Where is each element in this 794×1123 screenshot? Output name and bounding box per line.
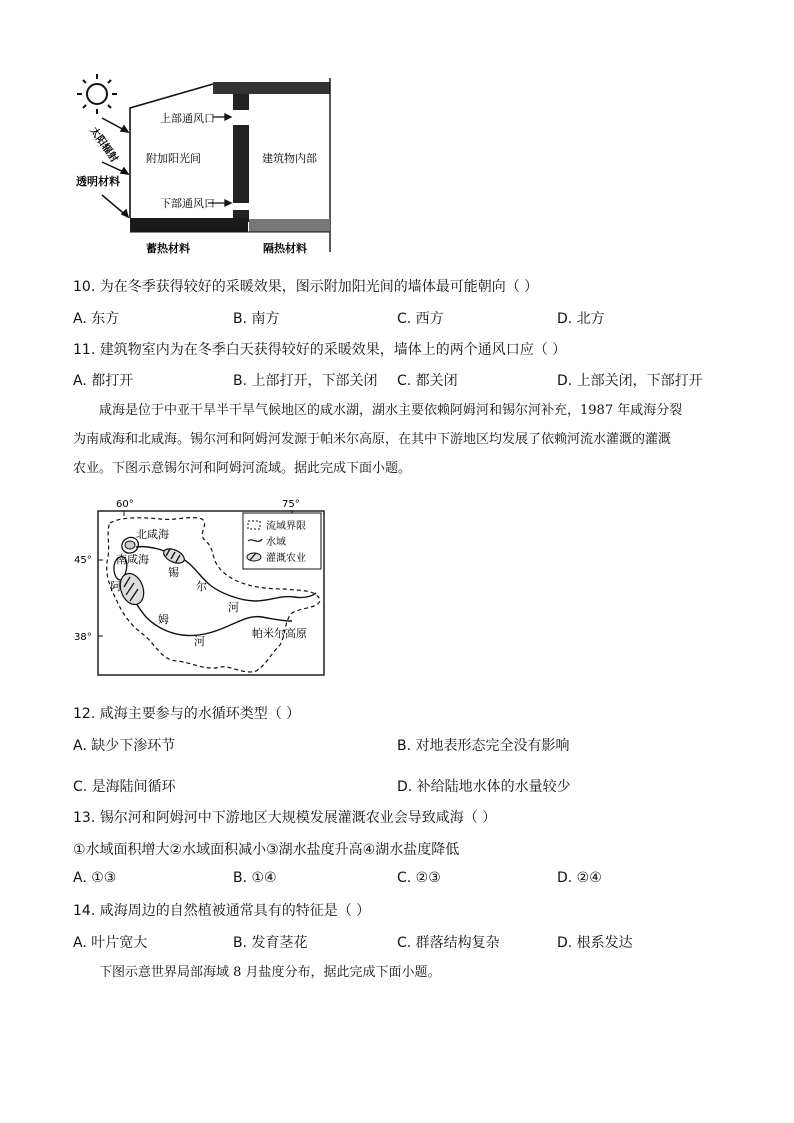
q13-items: ①水域面积增大②水域面积减小③湖水盐度升高④湖水盐度降低 <box>73 842 460 858</box>
q12-option-a[interactable]: A. 缺少下渗环节 <box>73 738 176 754</box>
upper-vent-label: 上部通风口 <box>160 112 215 125</box>
insulation-floor <box>249 219 330 232</box>
north-aral-label: 北咸海 <box>136 528 169 541</box>
q13-stem: 13. 锡尔河和阿姆河中下游地区大规模发展灌溉农业会导致咸海（ ） <box>73 810 497 826</box>
legend-irrigation-label: 灌溉农业 <box>266 553 306 564</box>
q10-option-c[interactable]: C. 西方 <box>397 311 444 327</box>
q10-option-a[interactable]: A. 东方 <box>73 311 120 327</box>
q12-option-c[interactable]: C. 是海陆间循环 <box>73 779 176 795</box>
amu-label-1: 阿 <box>110 580 121 593</box>
q10-option-d[interactable]: D. 北方 <box>557 311 605 327</box>
q13-option-d[interactable]: D. ②④ <box>557 870 602 886</box>
q11-option-b[interactable]: B. 上部打开，下部关闭 <box>233 373 378 389</box>
wall-top <box>233 94 249 110</box>
irrigation-area-aral <box>125 541 135 549</box>
q13-option-a[interactable]: A. ①③ <box>73 870 117 886</box>
q10-stem: 10. 为在冬季获得较好的采暖效果，图示附加阳光间的墙体最可能朝向（ ） <box>73 279 539 295</box>
q12-option-d[interactable]: D. 补给陆地水体的水量较少 <box>397 779 571 795</box>
syr-label-3: 河 <box>228 601 239 614</box>
passage-salinity: 下图示意世界局部海域 8 月盐度分布，据此完成下面小题。 <box>99 965 441 980</box>
q14-option-d[interactable]: D. 根系发达 <box>557 935 633 951</box>
legend-water-label: 水域 <box>266 537 286 548</box>
q14-option-c[interactable]: C. 群落结构复杂 <box>397 935 500 951</box>
q11-stem: 11. 建筑物室内为在冬季白天获得较好的采暖效果，墙体上的两个通风口应（ ） <box>73 342 567 358</box>
syr-label-2: 尔 <box>196 580 207 593</box>
q12-option-b[interactable]: B. 对地表形态完全没有影响 <box>397 738 570 754</box>
sun-icon <box>77 74 117 114</box>
sunspace-diagram <box>70 70 340 260</box>
lat-45-label: 45° <box>74 555 92 566</box>
map-legend <box>243 513 321 569</box>
legend-basin-label: 流域界限 <box>266 521 306 532</box>
amu-label-3: 河 <box>194 635 205 648</box>
passage-aral <box>73 396 733 483</box>
lower-vent-label: 下部通风口 <box>160 197 215 210</box>
q11-option-a[interactable]: A. 都打开 <box>73 373 134 389</box>
roof-band <box>213 82 330 94</box>
q14-option-a[interactable]: A. 叶片宽大 <box>73 935 148 951</box>
q11-option-c[interactable]: C. 都关闭 <box>397 373 458 389</box>
sunroom-label: 附加阳光间 <box>146 152 201 165</box>
passage-line-1: 咸海是位于中亚干旱半干旱气候地区的咸水湖，湖水主要依赖阿姆河和锡尔河补充，1987 年咸海分裂 <box>99 403 683 418</box>
lon-60-label: 60° <box>116 499 134 510</box>
q14-stem: 14. 咸海周边的自然植被通常具有的特征是（ ） <box>73 903 371 919</box>
transparent-material-label: 透明材料 <box>76 175 120 188</box>
passage-line-3: 农业。下图示意锡尔河和阿姆河流域。据此完成下面小题。 <box>73 461 412 476</box>
q10-option-b[interactable]: B. 南方 <box>233 311 280 327</box>
q11-option-d[interactable]: D. 上部关闭，下部打开 <box>557 373 703 389</box>
q13-option-b[interactable]: B. ①④ <box>233 870 277 886</box>
passage-line-2: 为南咸海和北咸海。锡尔河和阿姆河发源于帕米尔高原，在其中下游地区均发展了依赖河流水灌溉的灌溉 <box>73 432 672 447</box>
lat-38-label: 38° <box>74 632 92 643</box>
insulation-label: 隔热材料 <box>263 242 307 255</box>
syr-label-1: 锡 <box>168 566 179 579</box>
q14-option-b[interactable]: B. 发育茎花 <box>233 935 308 951</box>
interior-label: 建筑物内部 <box>262 152 317 165</box>
heat-storage-label: 蓄热材料 <box>146 242 190 255</box>
heat-storage-floor <box>130 218 248 232</box>
river-basin-map <box>70 495 332 680</box>
q13-option-c[interactable]: C. ②③ <box>397 870 441 886</box>
south-aral-label: 南咸海 <box>116 553 149 566</box>
amu-label-2: 姆 <box>158 613 169 626</box>
lon-75-label: 75° <box>282 499 300 510</box>
wall-middle <box>233 125 249 203</box>
q12-stem: 12. 咸海主要参与的水循环类型（ ） <box>73 706 301 722</box>
solar-radiation-label: 太阳辐射 <box>87 125 120 165</box>
pamir-label: 帕米尔高原 <box>252 627 307 640</box>
